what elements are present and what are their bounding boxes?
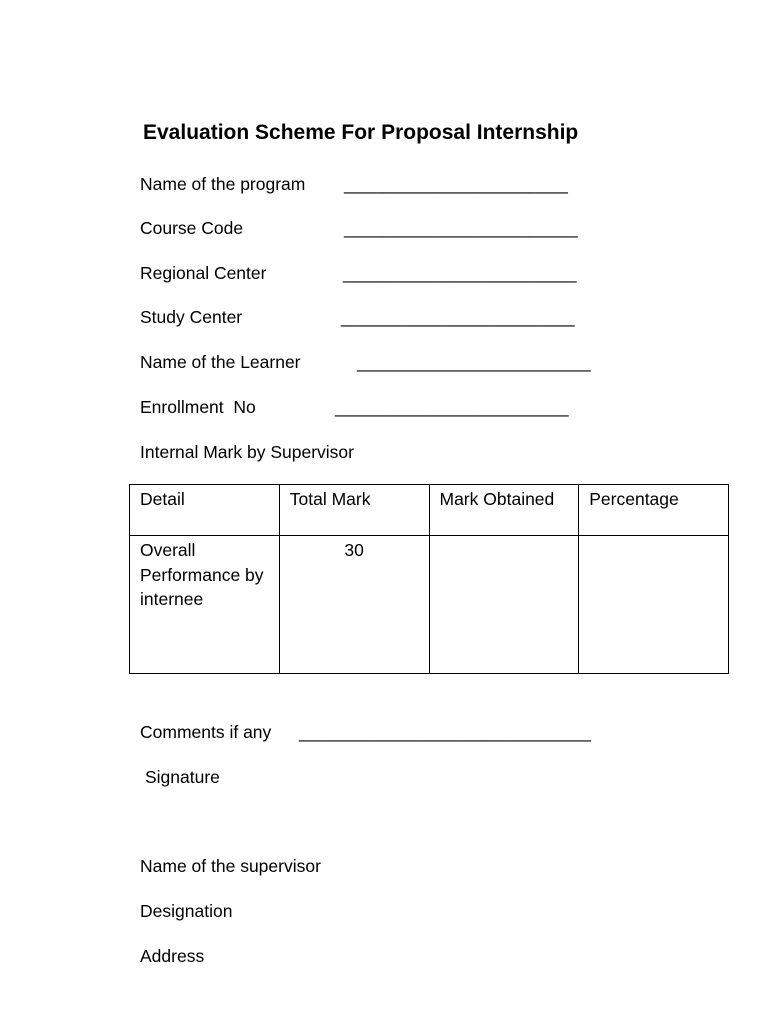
header-total-mark: Total Mark — [279, 485, 429, 536]
cell-detail: Overall Performance by internee — [130, 536, 280, 674]
page-title: Evaluation Scheme For Proposal Internship — [143, 121, 579, 144]
learner-label: Name of the Learner — [140, 352, 301, 372]
cell-percentage[interactable] — [579, 536, 729, 674]
enrollment-label: Enrollment No — [140, 397, 256, 417]
course-code-label: Course Code — [140, 218, 244, 238]
cell-total-mark: 30 — [279, 536, 429, 674]
signature-label: Signature — [145, 767, 220, 787]
table-row — [130, 536, 729, 674]
marks-table — [129, 484, 729, 674]
study-center-blank[interactable]: ________________________ — [341, 307, 575, 327]
header-mark-obtained: Mark Obtained — [429, 485, 579, 536]
learner-blank[interactable]: ________________________ — [357, 352, 591, 372]
table-header-row — [130, 485, 729, 536]
address-label: Address — [140, 946, 205, 966]
supervisor-name-label: Name of the supervisor — [140, 856, 321, 876]
header-percentage: Percentage — [579, 485, 729, 536]
course-code-blank[interactable]: ________________________ — [344, 218, 578, 238]
program-blank[interactable]: _______________________ — [344, 174, 568, 194]
header-detail: Detail — [130, 485, 280, 536]
study-center-label: Study Center — [140, 307, 243, 327]
designation-label: Designation — [140, 901, 233, 921]
regional-center-label: Regional Center — [140, 263, 267, 283]
comments-blank[interactable]: ______________________________ — [299, 722, 591, 742]
comments-label: Comments if any — [140, 722, 272, 742]
program-label: Name of the program — [140, 174, 306, 194]
cell-mark-obtained[interactable] — [429, 536, 579, 674]
regional-center-blank[interactable]: ________________________ — [343, 263, 577, 283]
internal-mark-heading: Internal Mark by Supervisor — [140, 442, 354, 462]
enrollment-blank[interactable]: ________________________ — [335, 397, 569, 417]
